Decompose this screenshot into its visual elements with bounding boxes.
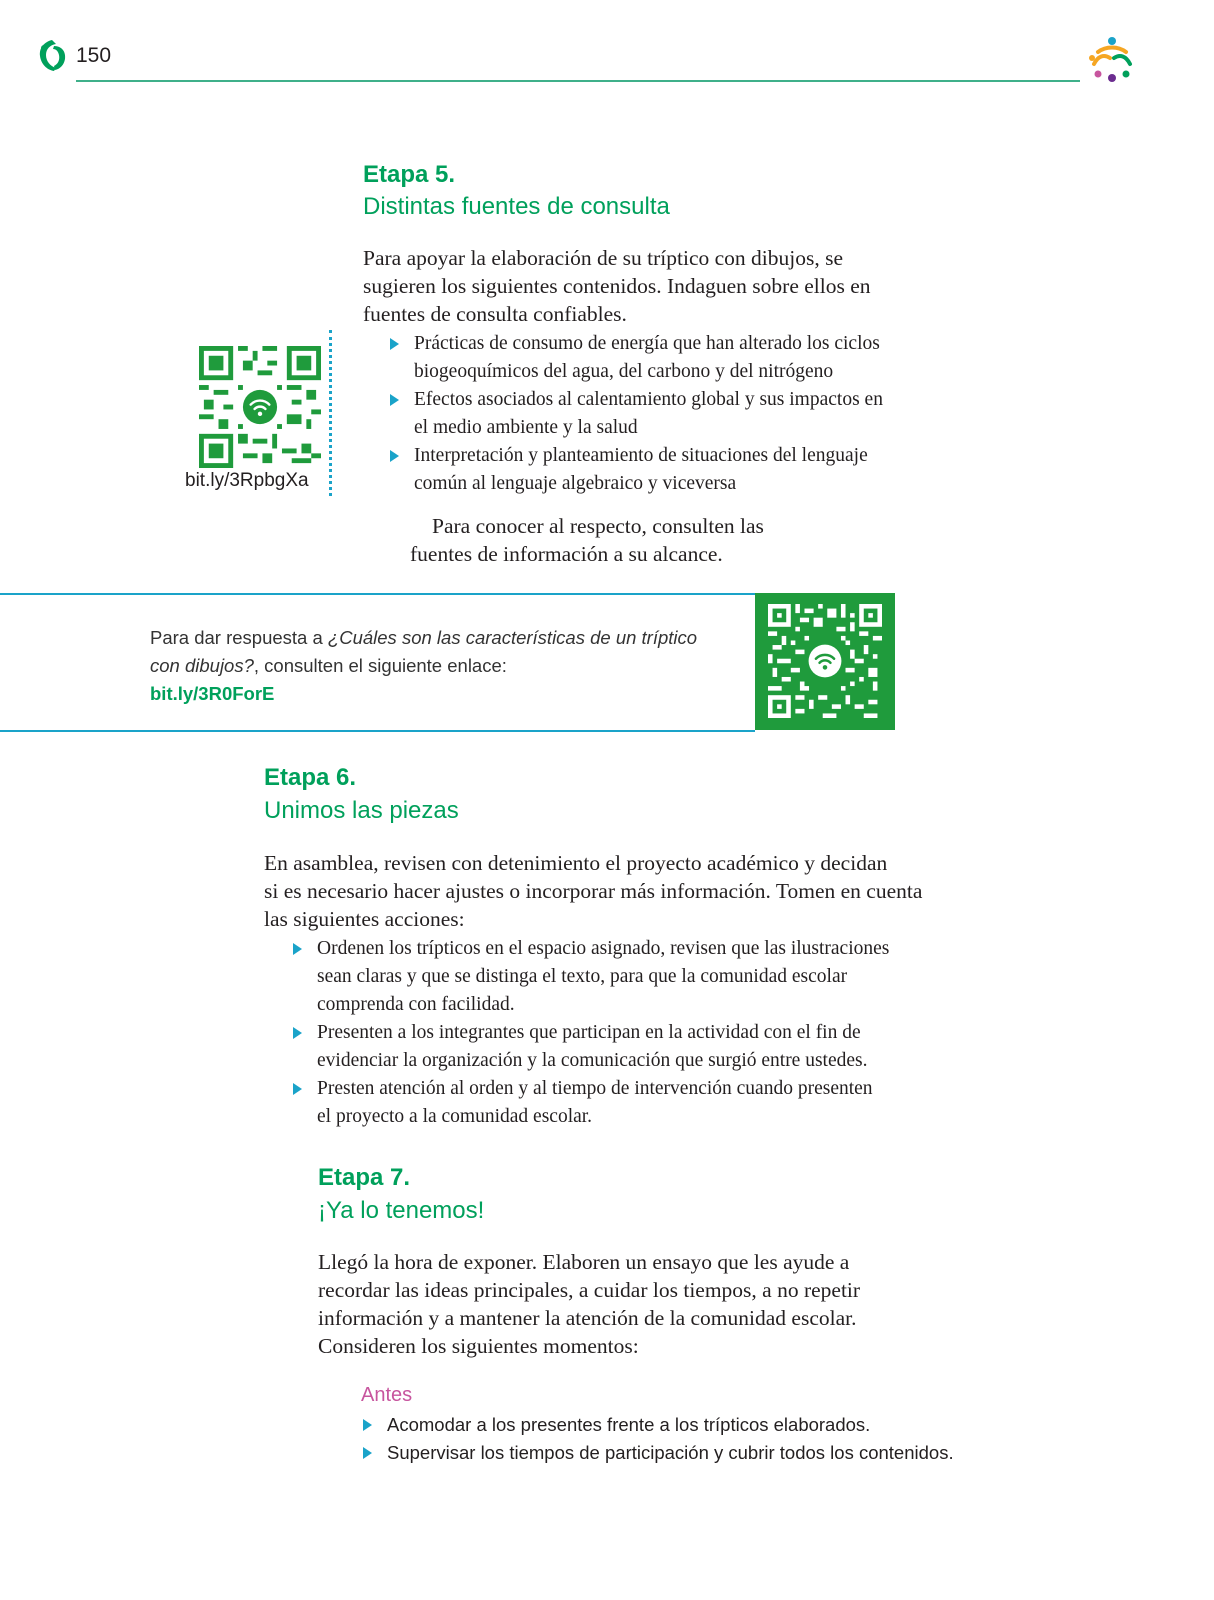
text-line: común al lenguaje algebraico y viceversa (414, 473, 737, 494)
etapa7-title: Etapa 7. (318, 1164, 411, 1191)
bullet-triangle-icon (293, 943, 302, 955)
etapa7-subtitle: ¡Ya lo tenemos! (318, 1197, 485, 1224)
dotted-divider (329, 330, 332, 496)
text-line: En asamblea, revisen con detenimiento el proyecto académico y decidan (264, 851, 888, 875)
text-line: fuentes de consulta confiables. (363, 302, 627, 326)
text-line: Ordenen los trípticos en el espacio asignado, revisen que las ilustraciones (317, 938, 890, 959)
text-line: las siguientes acciones: (264, 907, 465, 931)
text-line: Efectos asociados al calentamiento global y sus impactos en (414, 389, 883, 410)
list-item (386, 442, 946, 498)
banner-question-end: con dibujos? (150, 655, 254, 676)
banner-question: ¿Cuáles son las características de un tríptico (327, 627, 698, 648)
bullet-triangle-icon (390, 394, 399, 406)
etapa6-subtitle: Unimos las piezas (264, 797, 459, 824)
banner-text (150, 624, 740, 708)
etapa5-closing (410, 512, 830, 568)
text-line: Presenten a los integrantes que participan en la actividad con el fin de (317, 1022, 861, 1043)
text-line: sugieren los siguientes contenidos. Indaguen sobre ellos en (363, 274, 871, 298)
etapa5-intro (363, 244, 923, 328)
etapa7-intro (318, 1248, 978, 1360)
text-line: si es necesario hacer ajustes o incorporar más información. Tomen en cuenta (264, 879, 923, 903)
text-line: el proyecto a la comunidad escolar. (317, 1106, 593, 1127)
text-line: Prácticas de consumo de energía que han alterado los ciclos (414, 333, 880, 354)
list-item (289, 935, 989, 1019)
etapa5-title: Etapa 5. (363, 161, 456, 188)
qr-code-icon[interactable] (199, 346, 321, 468)
list-item (386, 386, 946, 442)
header-rule (76, 80, 1080, 82)
etapa5-subtitle: Distintas fuentes de consulta (363, 193, 670, 220)
list-item (386, 330, 946, 386)
text-line: Acomodar a los presentes frente a los trípticos elaborados. (387, 1414, 871, 1435)
leaf-icon (36, 38, 68, 74)
text-line: Supervisar los tiempos de participación y cubrir todos los contenidos. (387, 1442, 954, 1463)
banner-link[interactable]: bit.ly/3R0ForE (150, 683, 275, 704)
bullet-triangle-icon (363, 1447, 372, 1459)
antes-label: Antes (361, 1384, 413, 1406)
text-line: Para conocer al respecto, consulten las (432, 514, 764, 538)
text-line: Interpretación y planteamiento de situaciones del lenguaje (414, 445, 868, 466)
text-line: Llegó la hora de exponer. Elaboren un ensayo que les ayude a (318, 1250, 850, 1274)
text-line: fuentes de información a su alcance. (410, 542, 723, 566)
bullet-triangle-icon (363, 1419, 372, 1431)
text-line: Consideren los siguientes momentos: (318, 1334, 639, 1358)
qr-link-text[interactable]: bit.ly/3RpbgXa (185, 470, 309, 491)
bullet-triangle-icon (293, 1083, 302, 1095)
text-line: recordar las ideas principales, a cuidar los tiempos, a no repetir (318, 1278, 861, 1302)
banner-text-part: , consulten el siguiente enlace: (253, 655, 507, 676)
bullet-triangle-icon (390, 338, 399, 350)
qr-code-icon[interactable] (768, 604, 882, 718)
etapa6-title: Etapa 6. (264, 764, 357, 791)
text-line: Presten atención al orden y al tiempo de intervención cuando presenten (317, 1078, 873, 1099)
etapa6-bullet-list (289, 935, 989, 1131)
text-line: el medio ambiente y la salud (414, 417, 638, 438)
text-line: Para apoyar la elaboración de su tríptico con dibujos, se (363, 246, 844, 270)
text-line: evidenciar la organización y la comunicación que surgió entre ustedes. (317, 1050, 868, 1071)
etapa6-intro (264, 849, 1004, 933)
list-item (289, 1075, 989, 1131)
banner-text-part: Para dar respuesta a (150, 627, 328, 648)
logo-icon (1086, 34, 1138, 86)
text-line: sean claras y que se distinga el texto, para que la comunidad escolar (317, 966, 848, 987)
text-line: biogeoquímicos del agua, del carbono y del nitrógeno (414, 361, 834, 382)
bullet-triangle-icon (293, 1027, 302, 1039)
wifi-icon (823, 665, 828, 670)
text-line: comprenda con facilidad. (317, 994, 515, 1015)
list-item (359, 1439, 999, 1467)
list-item (359, 1411, 999, 1439)
bullet-triangle-icon (390, 450, 399, 462)
list-item (289, 1019, 989, 1075)
text-line: información y a mantener la atención de la comunidad escolar. (318, 1306, 857, 1330)
page-number: 150 (76, 44, 112, 67)
etapa5-bullet-list (386, 330, 946, 498)
antes-bullet-list (359, 1411, 999, 1467)
